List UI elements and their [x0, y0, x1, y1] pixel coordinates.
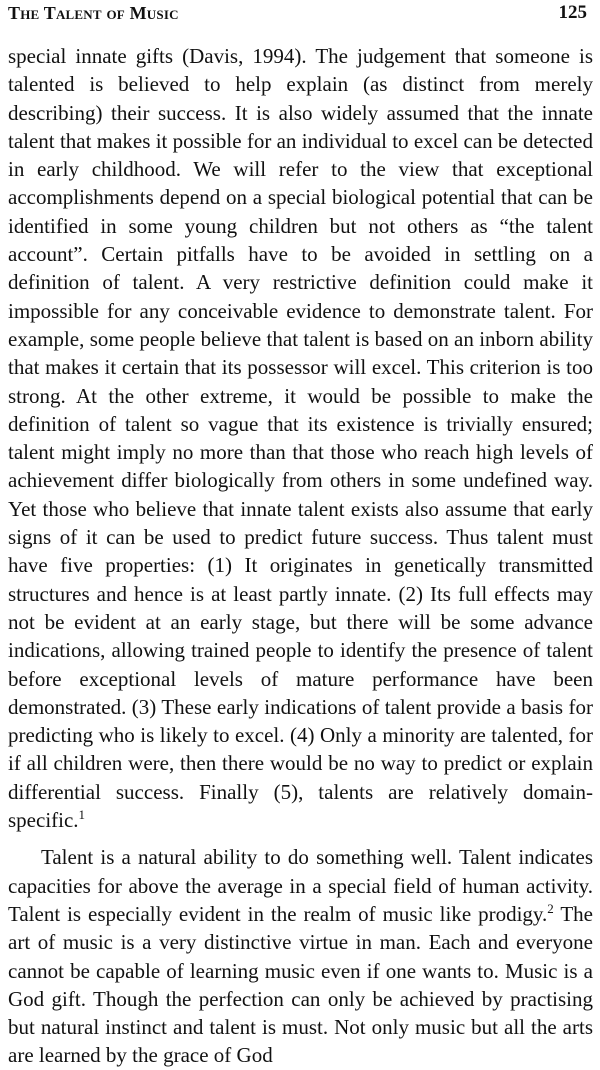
- footnote-marker-1: 1: [78, 807, 86, 823]
- running-header: [8, 0, 593, 30]
- paragraph-1-text: special innate gifts (Davis, 1994). The judgement that someone is talented is believed to help explain (as distinct from merely describing) their success. It is also widely assumed that the innate talent that makes it possible for an individual to excel can be detected in early childhood. We will refer to the view that exceptional accomplishments depend on a special biological potential that can be identified in some young children but not others as “the talent account”. Certain pitfalls have to be avoided in settling on a definition of talent. A very restrictive definition could make it impossible for any conceivable evidence to demonstrate talent. For example, some people believe that talent is based on an inborn ability that makes it certain that its possessor will excel. This criterion is too strong. At the other extreme, it would be possible to make the definition of talent so vague that its existence is trivially ensured; talent might imply no more than that those who reach high levels of achievement differ biologically from others in some undefined way. Yet those who believe that innate talent exists also assume that early signs of it can be used to predict future success. Thus talent must have five properties: (1) It originates in genetically transmitted structures and hence is at least partly innate. (2) Its full effects may not be evident at an early stage, but there will be some advance indications, allowing trained people to identify the presence of talent before exceptional levels of mature performance have been demonstrated. (3) These early indications of talent provide a basis for predicting who is likely to excel. (4) Only a minority are talented, for if all children were, then there would be no way to predict or explain differential success. Finally (5), talents are relatively domain-specific.: [8, 44, 593, 833]
- book-page: [8, 0, 593, 1068]
- paragraph-2-text-end: The art of music is a very distinctive virtue in man. Each and everyone cannot be capable of learning music even if one wants to. Music is a God gift. Though the perfection can only be achieved by practising but natural instinct and talent is must. Not only music but all the arts are learned by the grace of God: [8, 901, 593, 1068]
- footnote-marker-2: 2: [547, 900, 554, 916]
- body-paragraph-1: [8, 42, 593, 834]
- running-title: The Talent of Music: [8, 3, 179, 23]
- page-number: 125: [558, 2, 587, 23]
- body-paragraph-2: [8, 843, 593, 1069]
- paragraph-2-text-start: Talent is a natural ability to do something well. Talent indicates capacities for above the average in a special field of human activity. Talent is especially evident in the realm of music like prodigy.: [8, 845, 593, 926]
